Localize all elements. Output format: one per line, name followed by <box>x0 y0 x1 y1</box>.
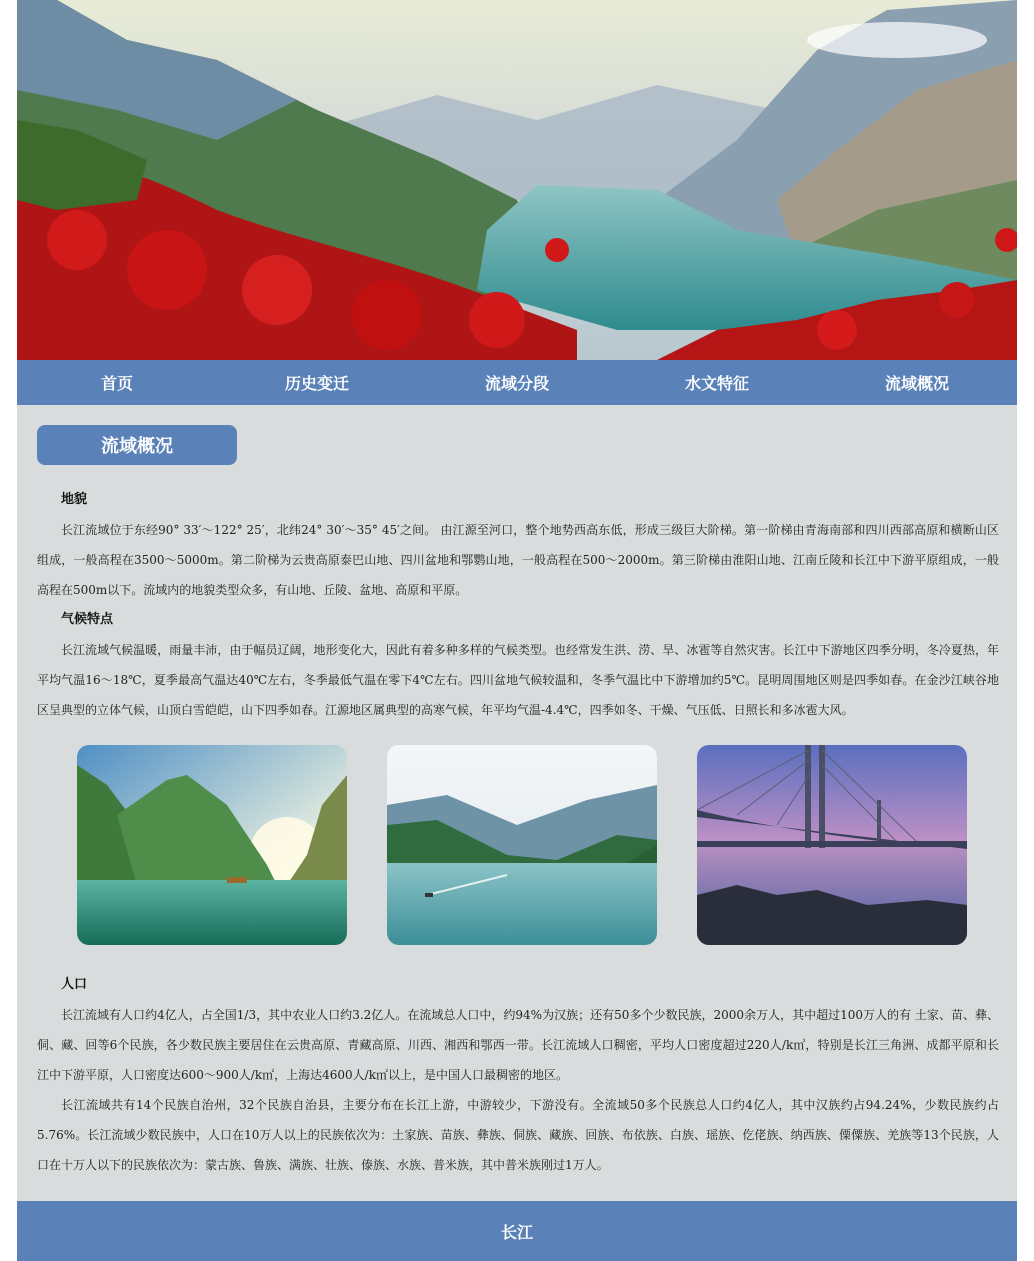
footer-text: 长江 <box>500 1222 533 1242</box>
footer <box>17 1201 1017 1261</box>
main-nav <box>17 360 1017 405</box>
banner-image <box>17 0 1017 360</box>
climate-text: 长江流域气候温暖，雨量丰沛，由于幅员辽阔，地形变化大，因此有着多种多样的气候类型。也经常发生洪、涝、旱、冰雹等自然灾害。长江中下游地区四季分明，冬冷夏热，年平均气温16～18℃，夏季最高气温达40℃左右，冬季最低气温在零下4℃左右。四川盆地气候较温和，冬季气温比中下游增加约5℃。昆明周围地区则是四季如春。在金沙江峡谷地区呈典型的立体气候，山顶白雪皑皑，山下四季如春。江源地区属典型的高寒气候，年平均气温-4.4℃，四季如冬、干燥、气压低、日照长和多冰雹大风。 <box>37 643 999 717</box>
terrain-text: 长江流域位于东经90° 33′～122° 25′，北纬24° 30′～35° 45′之间。 由江源至河口，整个地势西高东低，形成三级巨大阶梯。第一阶梯由青海南部和四川西部高原和横断山区组成，一般高程在3500～5000m。第二阶梯为云贵高原泰巴山地、四川盆地和鄂鹦山地，一般高程在500～2000m。第三阶梯由淮阳山地、江南丘陵和长江中下游平原组成，一般高程在500m以下。流域内的地貌类型众多，有山地、丘陵、盆地、高原和平原。 <box>37 523 999 597</box>
photo-row <box>77 745 967 945</box>
terrain-heading: 地貌 <box>61 492 88 507</box>
nav-item-overview[interactable]: 流域概况 <box>884 374 949 393</box>
page-container <box>17 0 1017 1261</box>
content-lower <box>37 970 999 1180</box>
bridge-photo <box>697 745 967 945</box>
nav-item-home[interactable]: 首页 <box>100 374 133 393</box>
nav-item-history[interactable]: 历史变迁 <box>284 374 349 393</box>
population-text-1: 长江流域有人口约4亿人，占全国1/3，其中农业人口约3.2亿人。在流域总人口中，约94%为汉族；还有50多个少数民族，2000余万人，其中超过100万人的有 土家、苗、彝、侗、藏、回等6个民族，各少数民族主要居住在云贵高原、青藏高原、川西、湘西和鄂西一带。长江流域人口稠密，平均人口密度超过220人/k㎡，特别是长江三角洲、成都平原和长江中下游平原，人口密度达600～900人/k㎡，上海达4600人/k㎡以上，是中国人口最稠密的地区。 <box>37 1008 999 1082</box>
river-valley-photo <box>387 745 657 945</box>
climate-heading: 气候特点 <box>61 612 114 627</box>
nav-item-segments[interactable]: 流域分段 <box>484 374 549 393</box>
gorge-photo <box>77 745 347 945</box>
section-title: 流域概况 <box>37 425 237 465</box>
population-text-2: 长江流域共有14个民族自治州，32个民族自治县，主要分布在长江上游，中游较少，下游没有。全流域50多个民族总人口约4亿人，其中汉族约占94.24%，少数民族约占5.76%。长江流域少数民族中，人口在10万人以上的民族依次为：土家族、苗族、彝族、侗族、藏族、回族、布依族、白族、瑶族、仡佬族、纳西族、傈僳族、羌族等13个民族，人口在十万人以下的民族依次为：蒙古族、鲁族、满族、壮族、傣族、水族、普米族，其中普米族刚过1万人。 <box>37 1098 999 1172</box>
nav-item-hydrology[interactable]: 水文特征 <box>684 374 749 393</box>
population-heading: 人口 <box>61 977 88 992</box>
content-upper <box>37 485 999 725</box>
